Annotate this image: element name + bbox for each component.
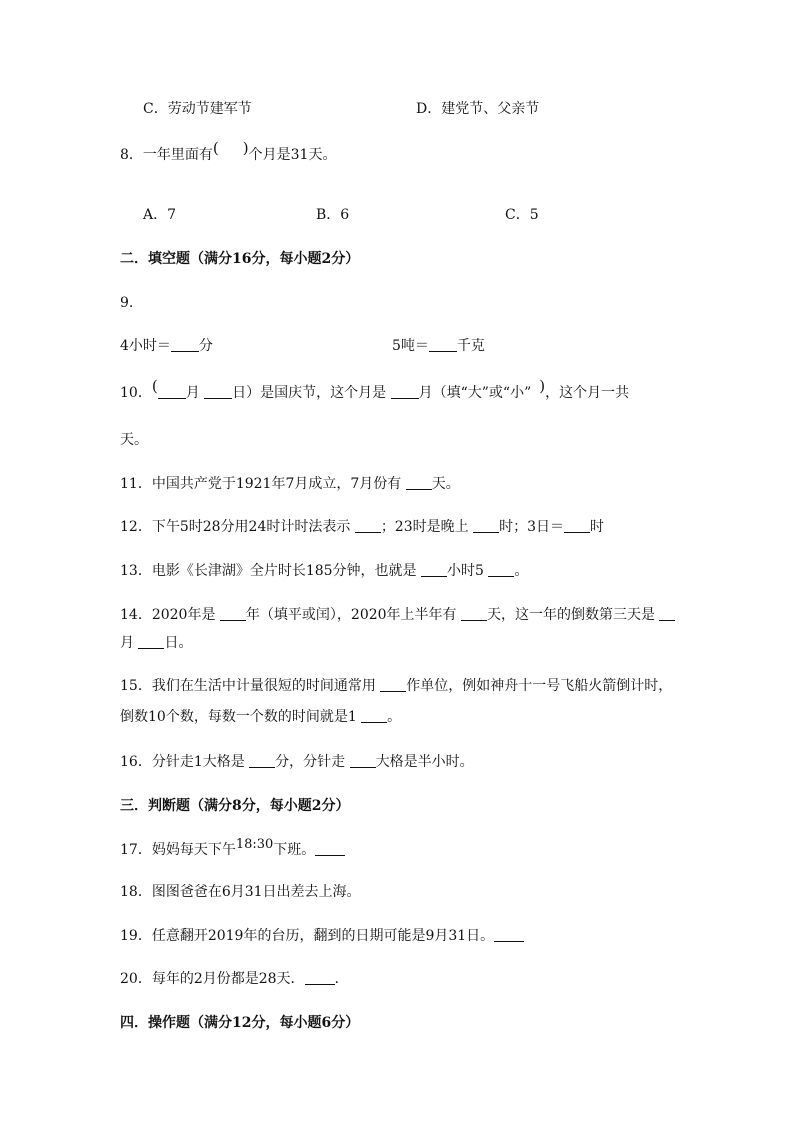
- q17-blank: [315, 841, 345, 856]
- q20-before: 20．每年的2月份都是28天．: [120, 971, 305, 987]
- q9-right-before: 5吨＝: [392, 338, 429, 354]
- q17-after: 下班。: [273, 842, 316, 858]
- section-3-title: 三．判断题（满分8分，每小题2分）: [120, 798, 350, 814]
- q17-before: 17．妈妈每天下午: [120, 842, 236, 858]
- q8-stem-before: 8．一年里面有: [120, 147, 213, 163]
- q9-right-after: 千克: [456, 338, 485, 354]
- q9-left-blank: [171, 337, 199, 352]
- q10-part-1: 月: [185, 385, 205, 401]
- q13: [120, 561, 528, 581]
- q16-part-3: 大格是半小时。: [375, 754, 474, 770]
- q16-blank-1: [249, 753, 275, 768]
- q12-part-1: 12．下午5时28分用24时计时法表示: [120, 519, 355, 535]
- q14-blank-4: [138, 634, 164, 649]
- q12-blank-2: [473, 518, 499, 533]
- q9-right-blank: [429, 337, 457, 352]
- q12-blank-3: [564, 518, 590, 533]
- q14-part-1: 14．2020年是: [120, 607, 220, 623]
- q8-paren-open: (: [212, 139, 219, 157]
- q19: [120, 926, 524, 946]
- q15-blank-2: [361, 708, 387, 723]
- q11: [120, 474, 460, 494]
- q11-blank: [406, 475, 432, 490]
- q10-paren-open: (: [151, 377, 158, 395]
- q9-left: [120, 336, 213, 356]
- q16-blank-2: [350, 753, 376, 768]
- section-4-title: 四．操作题（满分12分，每小题6分）: [120, 1015, 360, 1031]
- q14-part-2: 年（填平或闰），2020年上半年有: [245, 607, 461, 623]
- q19-blank: [494, 927, 524, 942]
- q8-stem: [120, 139, 337, 165]
- q17-time: 18:30: [235, 837, 274, 852]
- q14-blank-1: [220, 606, 246, 621]
- q14-part-3: 天，这一年的倒数第三天是: [487, 607, 660, 623]
- q14-line-1: [120, 605, 675, 625]
- q8-stem-after: 个月是31天。: [248, 147, 337, 163]
- q9-right: [392, 336, 485, 356]
- q8-paren-close: ): [242, 139, 249, 157]
- q9-left-before: 4小时＝: [120, 338, 171, 354]
- q9-number: 9.: [120, 295, 134, 311]
- q13-part-3: 。: [514, 563, 529, 579]
- q18: 18．图图爸爸在6月31日出差去上海。: [120, 884, 361, 900]
- q8-option-c: C．5: [505, 207, 539, 223]
- q15-line-2: [120, 707, 401, 727]
- q13-part-2: 小时5: [447, 563, 489, 579]
- q15-line-2-b: 。: [387, 709, 402, 725]
- q13-blank-2: [488, 562, 514, 577]
- q10-number: 10．: [120, 385, 152, 401]
- q10-blank-month: [158, 384, 186, 399]
- q15-line-1-b: 作单位，例如神舟十一号飞船火箭倒计时，: [406, 678, 673, 694]
- q13-blank-1: [421, 562, 447, 577]
- q10-line-1: [120, 377, 630, 403]
- q14-line-2-month: 月: [120, 635, 139, 651]
- q15-line-1-a: 15．我们在生活中计量很短的时间通常用: [120, 678, 381, 694]
- q7-option-c: C．劳动节建军节: [143, 101, 252, 117]
- q16-part-1: 16．分针走1大格是: [120, 754, 250, 770]
- q12-part-4: 时: [590, 519, 604, 535]
- q14-line-2: [120, 633, 192, 653]
- q17: [120, 837, 345, 861]
- q8-option-a: A．7: [143, 207, 177, 223]
- q20-blank: [305, 970, 335, 985]
- q20-after: .: [334, 971, 339, 987]
- q20: [120, 969, 339, 989]
- q14-blank-3: [659, 606, 675, 621]
- q19-text: 19．任意翻开2019年的台历，翻到的日期可能是9月31日。: [120, 928, 495, 944]
- q9-left-after: 分: [198, 338, 213, 354]
- q12-blank-1: [355, 518, 381, 533]
- q10-part-3: 月（填“大”或“小”: [418, 385, 532, 401]
- q10-blank-day: [204, 384, 232, 399]
- q11-before: 11．中国共产党于1921年7月成立，7月份有: [120, 476, 406, 492]
- q15-blank-1: [380, 677, 406, 692]
- q15-line-1: [120, 676, 672, 696]
- q8-option-b: B．6: [316, 207, 350, 223]
- q10-paren-close: ): [539, 377, 546, 395]
- q10-part-2: 日）是国庆节，这个月是: [232, 385, 391, 401]
- q12-part-3: 时；3日＝: [499, 519, 564, 535]
- q7-option-d: D．建党节、父亲节: [416, 101, 540, 117]
- q16-part-2: 分，分针走: [275, 754, 350, 770]
- q14-line-2-day: 日。: [164, 635, 193, 651]
- q10-part-4: ，这个月一共: [545, 385, 630, 401]
- q10-line-2: 天。: [120, 432, 148, 448]
- q11-after: 天。: [431, 476, 460, 492]
- q12-part-2: ；23时是晚上: [380, 519, 474, 535]
- q15-line-2-a: 倒数10个数，每数一个数的时间就是1: [120, 709, 362, 725]
- q12: [120, 517, 604, 537]
- section-2-title: 二．填空题（满分16分，每小题2分）: [120, 251, 360, 267]
- q14-blank-2: [461, 606, 487, 621]
- q13-part-1: 13．电影《长津湖》全片时长185分钟，也就是: [120, 563, 421, 579]
- q10-blank-size: [391, 384, 419, 399]
- q16: [120, 752, 474, 772]
